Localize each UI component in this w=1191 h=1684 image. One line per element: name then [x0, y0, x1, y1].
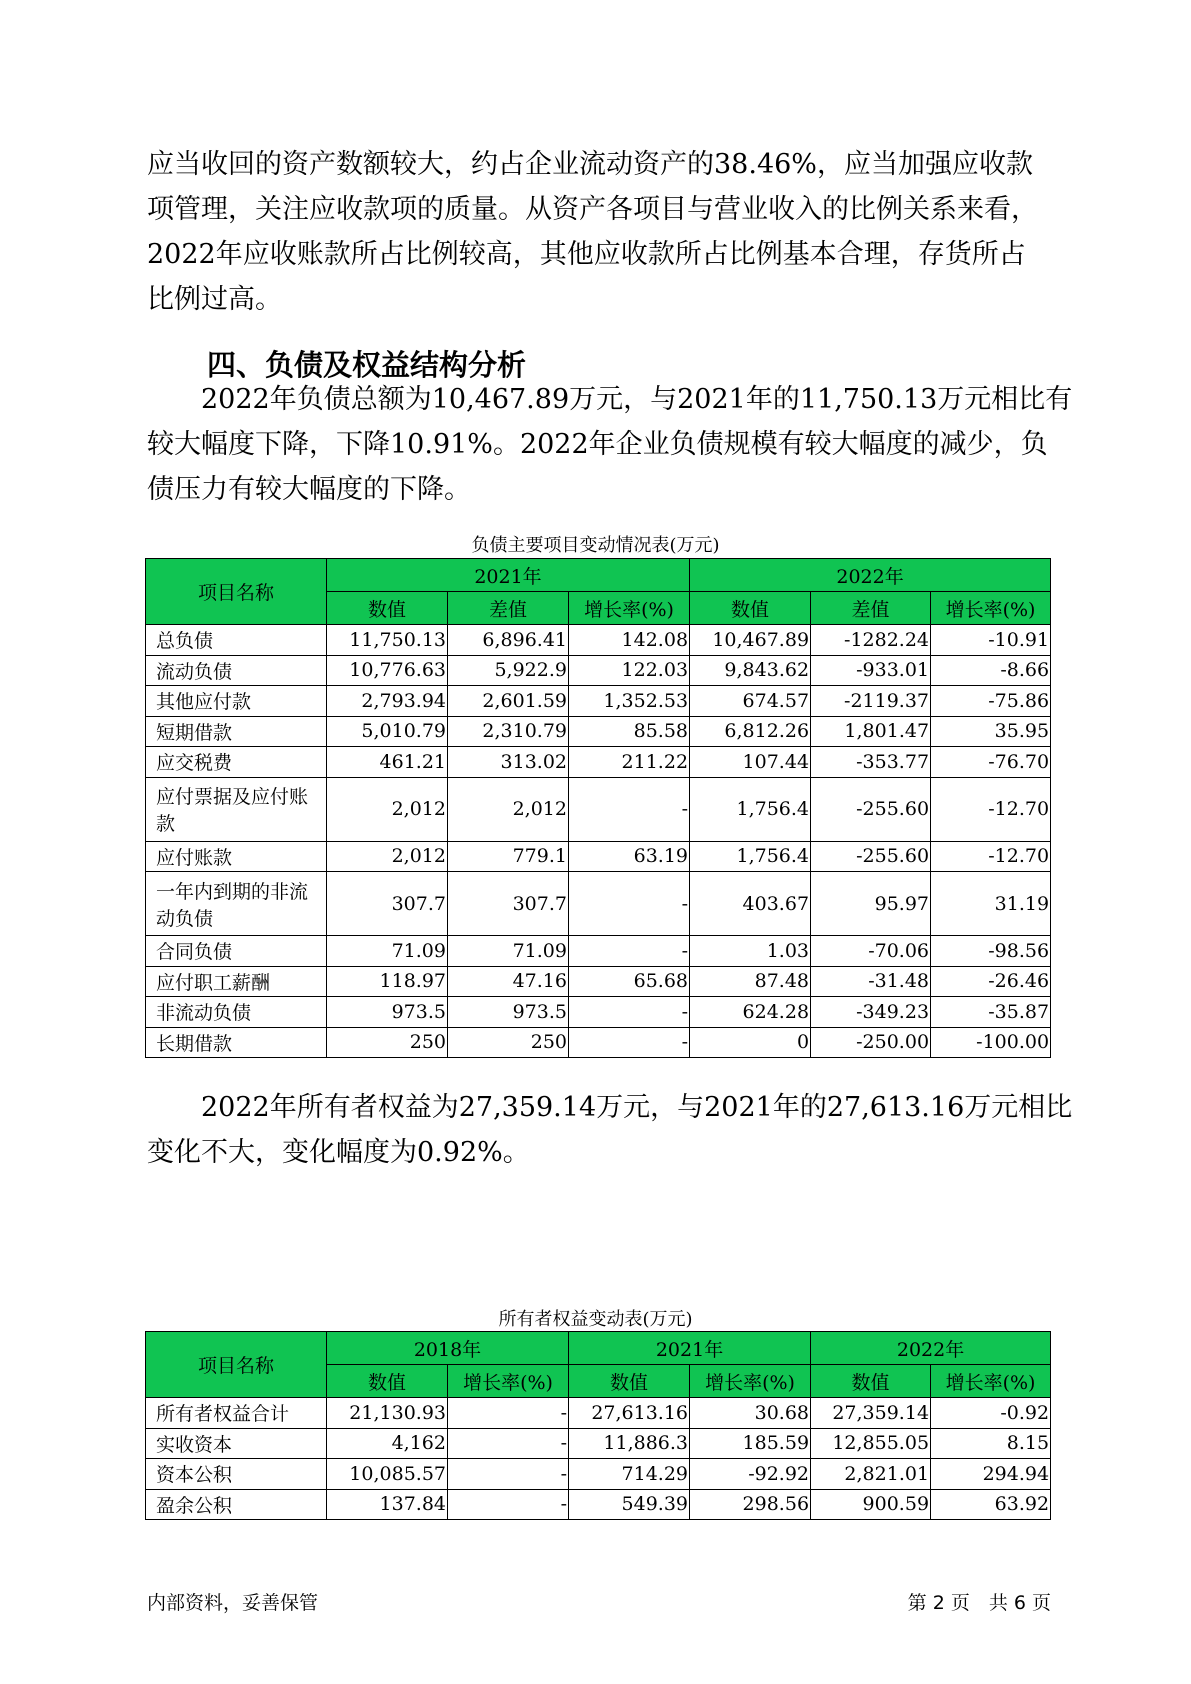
- equity-name-header: 项目名称: [146, 1332, 327, 1398]
- liability-cell: 2,012: [327, 841, 448, 872]
- liability-table-row: [146, 997, 1051, 1028]
- liability-cell: 1.03: [690, 936, 811, 967]
- equity-subheader: 数值: [811, 1365, 931, 1398]
- liability-cell: 63.19: [569, 841, 690, 872]
- liability-cell: -12.70: [931, 841, 1051, 872]
- liability-row-name: 应付职工薪酬: [146, 966, 327, 997]
- equity-table-row: [146, 1398, 1051, 1429]
- intro-line: 2022年应收账款所占比例较高，其他应收款所占比例基本合理，存货所占: [147, 239, 1026, 270]
- liability-cell: -255.60: [811, 841, 931, 872]
- liability-cell: -70.06: [811, 936, 931, 967]
- liability-cell: -1282.24: [811, 625, 931, 656]
- liability-cell: 10,776.63: [327, 655, 448, 686]
- liability-cell: -100.00: [931, 1027, 1051, 1058]
- equity-table: [145, 1331, 1051, 1520]
- liability-cell: 142.08: [569, 625, 690, 656]
- liability-cell: -255.60: [811, 777, 931, 841]
- liability-cell: 2,793.94: [327, 686, 448, 717]
- liability-cell: 779.1: [448, 841, 569, 872]
- liability-table-row: [146, 747, 1051, 778]
- liability-cell: -: [569, 936, 690, 967]
- equity-table-row: [146, 1459, 1051, 1490]
- liability-cell: -250.00: [811, 1027, 931, 1058]
- equity-cell: 63.92: [931, 1489, 1051, 1520]
- liability-subheader: 差值: [811, 592, 931, 625]
- liability-row-name: 长期借款: [146, 1027, 327, 1058]
- liability-cell: 5,010.79: [327, 716, 448, 747]
- liability-table-caption: 负债主要项目变动情况表(万元): [471, 535, 720, 556]
- footer-confidential-note: 内部资料，妥善保管: [147, 1592, 319, 1614]
- equity-cell: 27,613.16: [569, 1398, 690, 1429]
- liability-cell: 11,750.13: [327, 625, 448, 656]
- liability-table-row: [146, 777, 1051, 841]
- equity-cell: 137.84: [327, 1489, 448, 1520]
- liability-cell: -76.70: [931, 747, 1051, 778]
- liability-row-name: 其他应付款: [146, 686, 327, 717]
- liability-cell: 1,756.4: [690, 841, 811, 872]
- liability-cell: 47.16: [448, 966, 569, 997]
- liability-cell: -: [569, 997, 690, 1028]
- liability-cell: 0: [690, 1027, 811, 1058]
- liability-cell: 2,012: [448, 777, 569, 841]
- equity-line: 变化不大，变化幅度为0.92%。: [147, 1137, 530, 1168]
- liability-cell: -: [569, 1027, 690, 1058]
- footer-page-number: 第 2 页 共 6 页: [907, 1592, 1051, 1614]
- liability-cell: 250: [327, 1027, 448, 1058]
- liability-cell: 973.5: [327, 997, 448, 1028]
- liability-table: [145, 558, 1051, 1058]
- equity-cell: 185.59: [690, 1428, 811, 1459]
- equity-cell: -: [448, 1428, 569, 1459]
- equity-cell: 4,162: [327, 1428, 448, 1459]
- liability-cell: -26.46: [931, 966, 1051, 997]
- liability-cell: 6,812.26: [690, 716, 811, 747]
- equity-year-header: 2021年: [569, 1332, 811, 1365]
- intro-line: 项管理，关注应收款项的质量。从资产各项目与营业收入的比例关系来看，: [147, 194, 1038, 225]
- liability-cell: 2,601.59: [448, 686, 569, 717]
- equity-cell: 714.29: [569, 1459, 690, 1490]
- liability-cell: 71.09: [448, 936, 569, 967]
- liability-cell: 1,756.4: [690, 777, 811, 841]
- liability-cell: 31.19: [931, 872, 1051, 936]
- equity-cell: 8.15: [931, 1428, 1051, 1459]
- equity-paragraph: [147, 1085, 1073, 1175]
- liability-cell: -2119.37: [811, 686, 931, 717]
- liability-row-name: 应付账款: [146, 841, 327, 872]
- liability-subheader: 增长率(%): [569, 592, 690, 625]
- liability-cell: -75.86: [931, 686, 1051, 717]
- equity-row-name: 实收资本: [146, 1428, 327, 1459]
- liability-cell: -8.66: [931, 655, 1051, 686]
- equity-cell: 30.68: [690, 1398, 811, 1429]
- equity-row-name: 资本公积: [146, 1459, 327, 1490]
- equity-cell: 900.59: [811, 1489, 931, 1520]
- equity-year-header: 2018年: [327, 1332, 569, 1365]
- liability-subheader: 数值: [690, 592, 811, 625]
- equity-cell: 2,821.01: [811, 1459, 931, 1490]
- liability-cell: 313.02: [448, 747, 569, 778]
- equity-line: 2022年所有者权益为27,359.14万元，与2021年的27,613.16万元相比: [147, 1092, 1073, 1123]
- liability-cell: 307.7: [327, 872, 448, 936]
- liability-cell: 85.58: [569, 716, 690, 747]
- liability-row-name: 短期借款: [146, 716, 327, 747]
- liability-cell: -: [569, 872, 690, 936]
- liability-cell: -349.23: [811, 997, 931, 1028]
- intro-line: 比例过高。: [147, 284, 282, 315]
- equity-table-body: [146, 1398, 1051, 1520]
- equity-subheader: 数值: [569, 1365, 690, 1398]
- liability-table-row: [146, 841, 1051, 872]
- equity-cell: -: [448, 1489, 569, 1520]
- liability-table-row: [146, 655, 1051, 686]
- liability-cell: 1,801.47: [811, 716, 931, 747]
- liability-cell: 403.67: [690, 872, 811, 936]
- liability-row-name: 流动负债: [146, 655, 327, 686]
- liability-cell: -12.70: [931, 777, 1051, 841]
- liability-cell: 250: [448, 1027, 569, 1058]
- intro-paragraph: [147, 142, 1049, 322]
- liability-cell: -10.91: [931, 625, 1051, 656]
- liability-cell: 107.44: [690, 747, 811, 778]
- equity-cell: 298.56: [690, 1489, 811, 1520]
- liability-cell: 2,310.79: [448, 716, 569, 747]
- liability-year-header: 2022年: [690, 559, 1051, 592]
- liability-cell: -: [569, 777, 690, 841]
- liability-cell: 5,922.9: [448, 655, 569, 686]
- equity-cell: 294.94: [931, 1459, 1051, 1490]
- liability-paragraph: [147, 377, 1073, 512]
- liability-table-row: [146, 716, 1051, 747]
- equity-cell: -0.92: [931, 1398, 1051, 1429]
- liability-table-row: [146, 966, 1051, 997]
- liability-year-header: 2021年: [327, 559, 690, 592]
- liability-cell: 624.28: [690, 997, 811, 1028]
- liability-cell: 461.21: [327, 747, 448, 778]
- equity-row-name: 所有者权益合计: [146, 1398, 327, 1429]
- equity-table-row: [146, 1428, 1051, 1459]
- equity-row-name: 盈余公积: [146, 1489, 327, 1520]
- liability-cell: 95.97: [811, 872, 931, 936]
- equity-cell: 21,130.93: [327, 1398, 448, 1429]
- liability-cell: -933.01: [811, 655, 931, 686]
- liability-table-body: [146, 625, 1051, 1058]
- liability-cell: 87.48: [690, 966, 811, 997]
- liability-row-name: 合同负债: [146, 936, 327, 967]
- liability-cell: -35.87: [931, 997, 1051, 1028]
- equity-cell: 27,359.14: [811, 1398, 931, 1429]
- equity-cell: 11,886.3: [569, 1428, 690, 1459]
- equity-cell: 12,855.05: [811, 1428, 931, 1459]
- liability-row-name: 一年内到期的非流动负债: [146, 872, 327, 936]
- liability-cell: 211.22: [569, 747, 690, 778]
- liability-line: 2022年负债总额为10,467.89万元，与2021年的11,750.13万元相比有: [147, 384, 1073, 415]
- liability-cell: 10,467.89: [690, 625, 811, 656]
- liability-row-name: 总负债: [146, 625, 327, 656]
- liability-subheader: 数值: [327, 592, 448, 625]
- liability-cell: 307.7: [448, 872, 569, 936]
- equity-subheader: 增长率(%): [448, 1365, 569, 1398]
- liability-name-header: 项目名称: [146, 559, 327, 625]
- liability-cell: 118.97: [327, 966, 448, 997]
- liability-line: 债压力有较大幅度的下降。: [147, 474, 471, 505]
- equity-table-row: [146, 1489, 1051, 1520]
- liability-cell: -31.48: [811, 966, 931, 997]
- liability-table-row: [146, 936, 1051, 967]
- equity-subheader: 增长率(%): [931, 1365, 1051, 1398]
- equity-cell: 10,085.57: [327, 1459, 448, 1490]
- liability-cell: 2,012: [327, 777, 448, 841]
- equity-cell: -92.92: [690, 1459, 811, 1490]
- equity-cell: -: [448, 1398, 569, 1429]
- equity-subheader: 增长率(%): [690, 1365, 811, 1398]
- equity-subheader: 数值: [327, 1365, 448, 1398]
- equity-cell: 549.39: [569, 1489, 690, 1520]
- liability-table-row: [146, 625, 1051, 656]
- liability-subheader: 增长率(%): [931, 592, 1051, 625]
- equity-cell: -: [448, 1459, 569, 1490]
- liability-cell: 1,352.53: [569, 686, 690, 717]
- equity-year-header: 2022年: [811, 1332, 1051, 1365]
- liability-cell: 35.95: [931, 716, 1051, 747]
- liability-table-row: [146, 872, 1051, 936]
- liability-cell: 6,896.41: [448, 625, 569, 656]
- liability-cell: 122.03: [569, 655, 690, 686]
- liability-cell: 9,843.62: [690, 655, 811, 686]
- liability-cell: 973.5: [448, 997, 569, 1028]
- liability-table-row: [146, 686, 1051, 717]
- section-title: 四、负债及权益结构分析: [207, 348, 527, 382]
- liability-cell: -353.77: [811, 747, 931, 778]
- liability-table-row: [146, 1027, 1051, 1058]
- liability-row-name: 应付票据及应付账款: [146, 777, 327, 841]
- intro-line: 应当收回的资产数额较大，约占企业流动资产的38.46%，应当加强应收款: [147, 149, 1033, 180]
- liability-cell: 65.68: [569, 966, 690, 997]
- liability-row-name: 非流动负债: [146, 997, 327, 1028]
- liability-cell: -98.56: [931, 936, 1051, 967]
- liability-subheader: 差值: [448, 592, 569, 625]
- liability-cell: 71.09: [327, 936, 448, 967]
- liability-cell: 674.57: [690, 686, 811, 717]
- liability-line: 较大幅度下降，下降10.91%。2022年企业负债规模有较大幅度的减少，负: [147, 429, 1048, 460]
- equity-table-caption: 所有者权益变动表(万元): [498, 1309, 693, 1330]
- liability-row-name: 应交税费: [146, 747, 327, 778]
